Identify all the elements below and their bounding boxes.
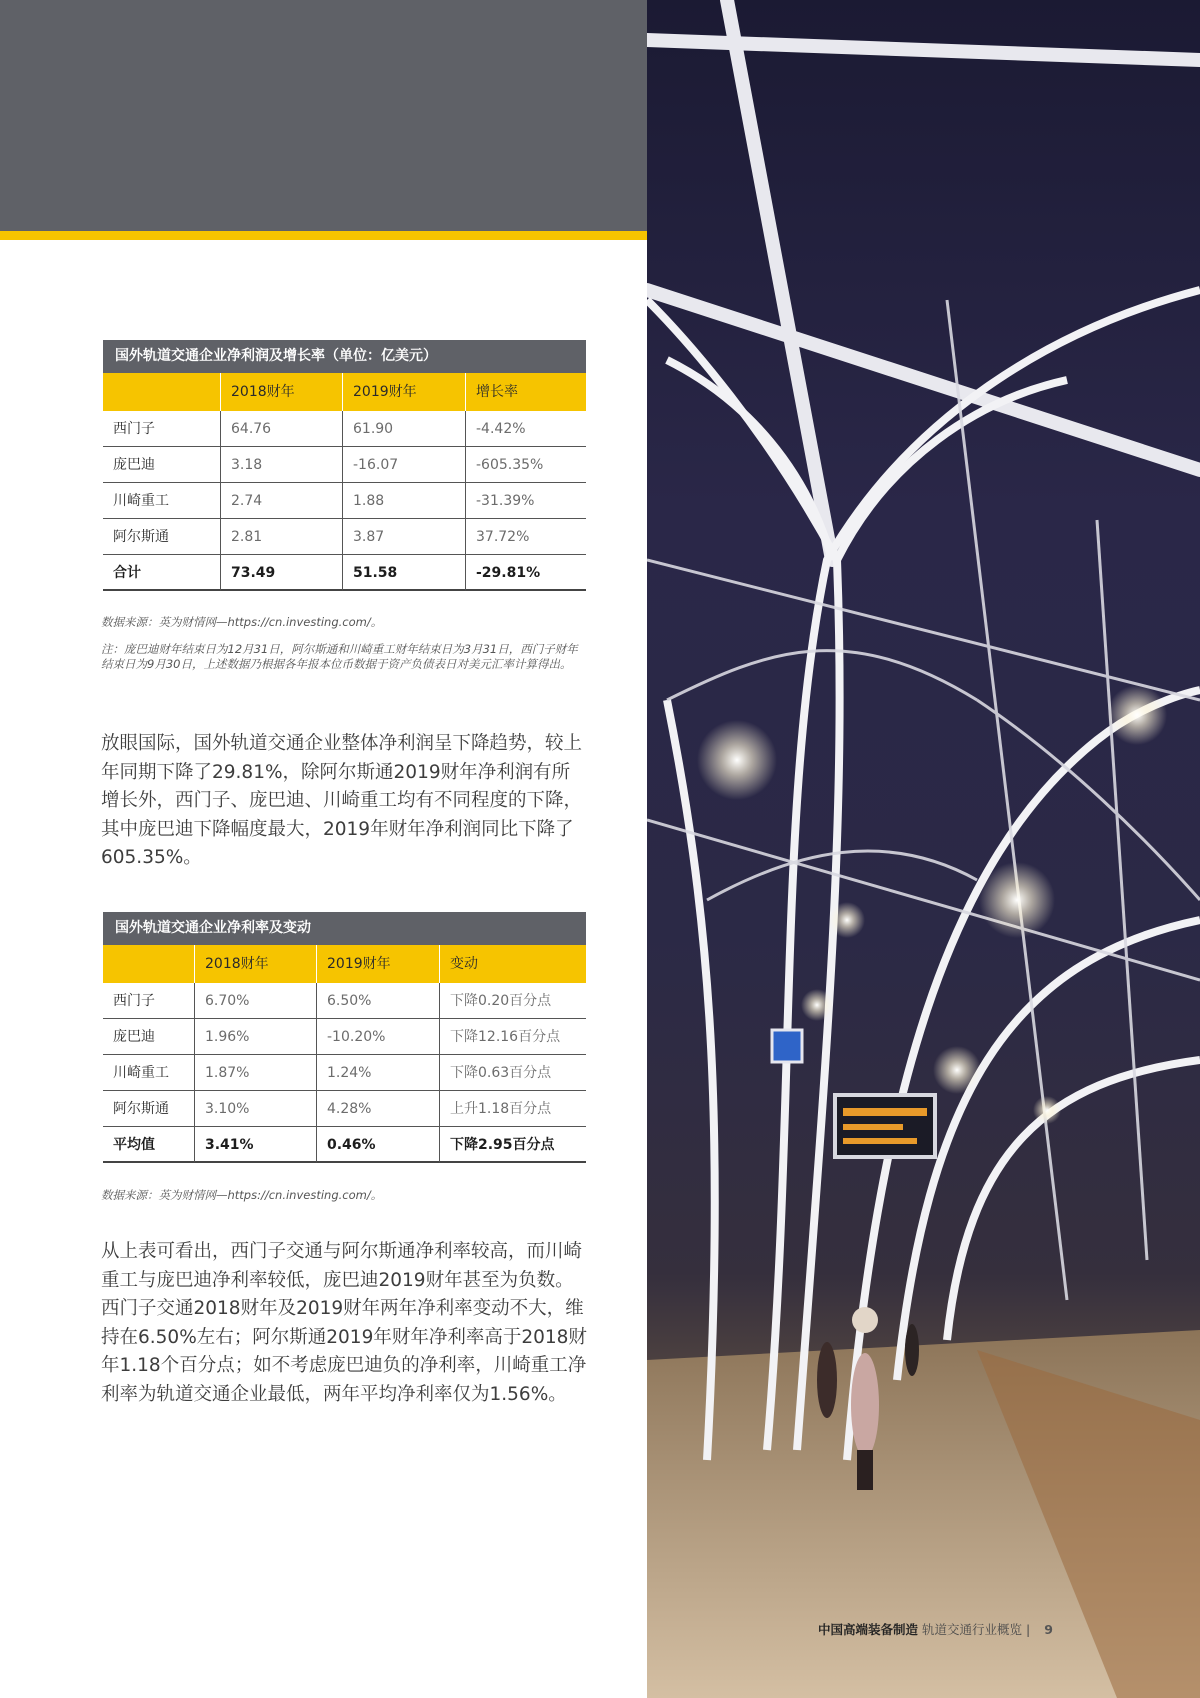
table-cell: 川崎重工	[103, 483, 221, 519]
page-number: 9	[1044, 1622, 1053, 1637]
table-cell: -16.07	[343, 447, 466, 483]
header-cell	[103, 945, 195, 983]
table-cell: 61.90	[343, 411, 466, 447]
table-cell: 2.81	[221, 519, 343, 555]
table2-source: 数据来源：英为财情网—https://cn.investing.com/。	[101, 1188, 383, 1202]
table-cell: -605.35%	[466, 447, 586, 483]
table-cell: 1.88	[343, 483, 466, 519]
table-cell: 3.10%	[195, 1091, 317, 1127]
table-cell: 1.96%	[195, 1019, 317, 1055]
footer-separator: |	[1026, 1622, 1031, 1637]
table-cell: 4.28%	[317, 1091, 440, 1127]
table-cell: 川崎重工	[103, 1055, 195, 1091]
header-cell	[103, 373, 221, 411]
table-cell: 2.74	[221, 483, 343, 519]
table-row	[103, 1091, 586, 1127]
table-cell: 3.41%	[195, 1127, 317, 1163]
table-cell: 合计	[103, 555, 221, 591]
table-total-row	[103, 555, 586, 591]
table-cell: 6.70%	[195, 983, 317, 1019]
table-row	[103, 447, 586, 483]
header-cell: 2018财年	[221, 373, 343, 411]
table-total-row	[103, 1127, 586, 1163]
table-cell: 73.49	[221, 555, 343, 591]
table-cell: 庞巴迪	[103, 447, 221, 483]
net-profit-table	[103, 340, 586, 591]
header-cell: 变动	[440, 945, 586, 983]
header-accent-rule	[0, 231, 647, 240]
header-cell: 2018财年	[195, 945, 317, 983]
table-cell: 64.76	[221, 411, 343, 447]
table-row	[103, 983, 586, 1019]
table-cell: -10.20%	[317, 1019, 440, 1055]
table-cell: 上升1.18百分点	[440, 1091, 586, 1127]
table-title: 国外轨道交通企业净利率及变动	[103, 912, 586, 945]
table-cell: 阿尔斯通	[103, 1091, 195, 1127]
header-band	[0, 0, 647, 231]
net-margin-table	[103, 912, 586, 1163]
station-canopy-photo	[647, 0, 1200, 1698]
table-cell: 庞巴迪	[103, 1019, 195, 1055]
table-row	[103, 1019, 586, 1055]
table-cell: 3.18	[221, 447, 343, 483]
table-row	[103, 1055, 586, 1091]
table-title: 国外轨道交通企业净利润及增长率（单位：亿美元）	[103, 340, 586, 373]
table-cell: 51.58	[343, 555, 466, 591]
paragraph-net-margin: 从上表可看出，西门子交通与阿尔斯通净利率较高，而川崎重工与庞巴迪净利率较低，庞巴迪2019财年甚至为负数。西门子交通2018财年及2019财年两年净利率变动不大，维持在6.50%左右；阿尔斯通2019年财年净利率高于2018财年1.18个百分点；如不考虑庞巴迪负的净利率，川崎重工净利率为轨道交通企业最低，两年平均净利率仅为1.56%。	[101, 1241, 587, 1405]
table-row	[103, 411, 586, 447]
table-row	[103, 483, 586, 519]
header-cell: 2019财年	[343, 373, 466, 411]
table-cell: 1.87%	[195, 1055, 317, 1091]
table-cell: 西门子	[103, 411, 221, 447]
table-header-row	[103, 373, 586, 411]
table-cell: -4.42%	[466, 411, 586, 447]
page-footer	[818, 1620, 1053, 1638]
footer-subtitle: 轨道交通行业概览	[922, 1622, 1023, 1637]
header-cell: 2019财年	[317, 945, 440, 983]
table-cell: 1.24%	[317, 1055, 440, 1091]
table-cell: 西门子	[103, 983, 195, 1019]
table-cell: 37.72%	[466, 519, 586, 555]
table-cell: 阿尔斯通	[103, 519, 221, 555]
table-cell: -29.81%	[466, 555, 586, 591]
table-cell: 下降0.20百分点	[440, 983, 586, 1019]
header-cell: 增长率	[466, 373, 586, 411]
table-cell: 下降12.16百分点	[440, 1019, 586, 1055]
table-cell: 平均值	[103, 1127, 195, 1163]
table-header-row	[103, 945, 586, 983]
table-cell: 0.46%	[317, 1127, 440, 1163]
table1-footnote: 注：庞巴迪财年结束日为12月31日，阿尔斯通和川崎重工财年结束日为3月31日，西门子财年结束日为9月30日，上述数据乃根据各年报本位币数据于资产负债表日对美元汇率计算得出。	[101, 642, 578, 671]
footer-brand: 中国高端装备制造	[818, 1622, 919, 1637]
table-cell: -31.39%	[466, 483, 586, 519]
table-cell: 下降2.95百分点	[440, 1127, 586, 1163]
paragraph-net-profit: 放眼国际，国外轨道交通企业整体净利润呈下降趋势，较上年同期下降了29.81%，除阿尔斯通2019财年净利润有所增长外，西门子、庞巴迪、川崎重工均有不同程度的下降，其中庞巴迪下降幅度最大，2019年财年净利润同比下降了605.35%。	[101, 733, 583, 868]
table-cell: 3.87	[343, 519, 466, 555]
table-row	[103, 519, 586, 555]
table-cell: 下降0.63百分点	[440, 1055, 586, 1091]
table-cell: 6.50%	[317, 983, 440, 1019]
table1-source: 数据来源：英为财情网—https://cn.investing.com/。	[101, 615, 383, 629]
